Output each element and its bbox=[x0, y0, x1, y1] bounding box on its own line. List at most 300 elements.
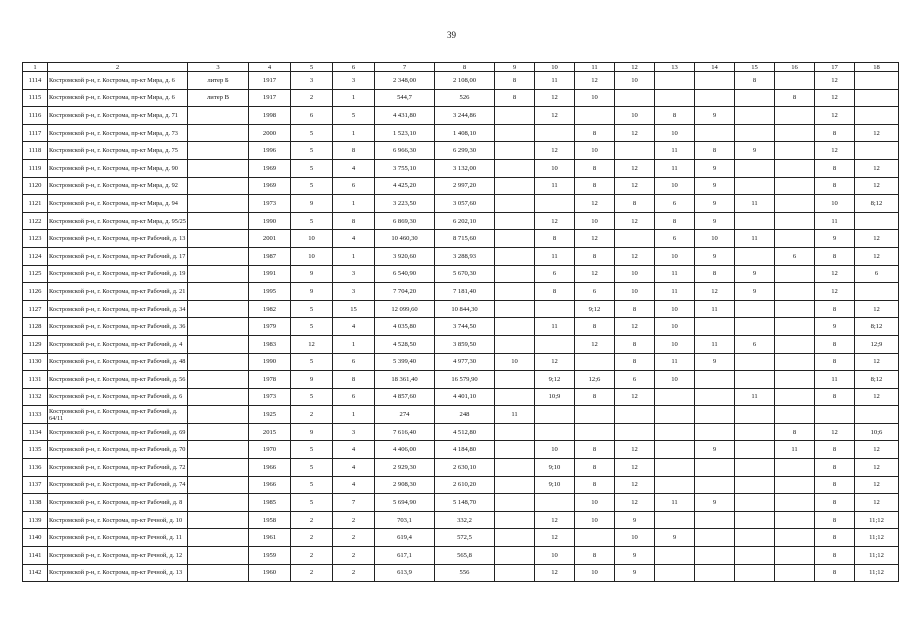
address-cell: Костромской р-н, г. Кострома, пр-кт Мира, д. 94 bbox=[48, 195, 188, 213]
table-cell: 8 bbox=[655, 107, 695, 125]
table-cell: 12 bbox=[815, 107, 855, 125]
table-cell: 12 bbox=[855, 300, 899, 318]
table-cell bbox=[495, 283, 535, 301]
table-cell: 12 bbox=[615, 124, 655, 142]
table-cell: 3 744,50 bbox=[435, 318, 495, 336]
table-cell bbox=[855, 72, 899, 90]
table-cell bbox=[495, 441, 535, 459]
table-cell: 248 bbox=[435, 406, 495, 424]
table-cell bbox=[695, 511, 735, 529]
table-cell: 2 348,00 bbox=[375, 72, 435, 90]
table-cell: 12 bbox=[535, 89, 575, 107]
table-row bbox=[23, 177, 899, 195]
table-cell: 1979 bbox=[249, 318, 291, 336]
table-cell: 4 528,50 bbox=[375, 335, 435, 353]
table-cell: 11;12 bbox=[855, 547, 899, 565]
address-cell: Костромской р-н, г. Кострома, пр-кт Рабочий, д. 69 bbox=[48, 423, 188, 441]
table-cell: 12 bbox=[615, 159, 655, 177]
table-cell bbox=[655, 423, 695, 441]
table-cell bbox=[775, 511, 815, 529]
table-cell: 8 bbox=[815, 247, 855, 265]
table-row bbox=[23, 564, 899, 582]
table-cell bbox=[535, 300, 575, 318]
table-cell: 3 223,50 bbox=[375, 195, 435, 213]
table-cell: 9;12 bbox=[535, 371, 575, 389]
table-cell bbox=[495, 142, 535, 160]
table-row bbox=[23, 247, 899, 265]
table-cell: 3 288,93 bbox=[435, 247, 495, 265]
table-cell: 11 bbox=[815, 212, 855, 230]
table-cell: 5 bbox=[291, 318, 333, 336]
row-number-cell: 1118 bbox=[23, 142, 48, 160]
table-cell bbox=[775, 142, 815, 160]
table-cell: 1990 bbox=[249, 353, 291, 371]
table-row bbox=[23, 72, 899, 90]
table-cell: 12 bbox=[575, 72, 615, 90]
table-cell: 4 184,80 bbox=[435, 441, 495, 459]
table-cell: 6 bbox=[655, 230, 695, 248]
table-cell: 18 361,40 bbox=[375, 371, 435, 389]
row-number-cell: 1140 bbox=[23, 529, 48, 547]
table-cell: 4 bbox=[333, 459, 375, 477]
header-row bbox=[23, 63, 899, 72]
column-number: 3 bbox=[188, 63, 249, 72]
table-cell: 9 bbox=[695, 247, 735, 265]
table-cell bbox=[695, 459, 735, 477]
table-cell: 1969 bbox=[249, 159, 291, 177]
table-cell: 5 bbox=[291, 300, 333, 318]
table-cell bbox=[775, 318, 815, 336]
column-number: 6 bbox=[333, 63, 375, 72]
table-cell: 8 bbox=[815, 529, 855, 547]
table-cell bbox=[735, 318, 775, 336]
table-cell: 8 bbox=[815, 335, 855, 353]
table-cell: 1 bbox=[333, 335, 375, 353]
table-cell: 4 bbox=[333, 159, 375, 177]
table-cell: 5 bbox=[291, 353, 333, 371]
table-cell bbox=[775, 547, 815, 565]
table-cell: 8 bbox=[815, 124, 855, 142]
table-cell bbox=[188, 529, 249, 547]
table-cell: 10 bbox=[575, 212, 615, 230]
table-cell bbox=[575, 353, 615, 371]
table-cell: 8 bbox=[575, 441, 615, 459]
table-cell: 1 523,10 bbox=[375, 124, 435, 142]
column-number: 16 bbox=[775, 63, 815, 72]
table-cell bbox=[815, 406, 855, 424]
table-cell bbox=[735, 547, 775, 565]
table-cell: 8 bbox=[575, 124, 615, 142]
table-cell bbox=[695, 529, 735, 547]
table-cell bbox=[775, 212, 815, 230]
address-cell: Костромской р-н, г. Кострома, пр-кт Мира, д. 95/25 bbox=[48, 212, 188, 230]
row-number-cell: 1125 bbox=[23, 265, 48, 283]
table-cell bbox=[775, 388, 815, 406]
table-cell: 4 977,30 bbox=[435, 353, 495, 371]
table-cell: 8 bbox=[333, 142, 375, 160]
table-cell bbox=[495, 335, 535, 353]
table-cell: 12 bbox=[575, 230, 615, 248]
table-cell: 1982 bbox=[249, 300, 291, 318]
table-cell: 10 bbox=[615, 265, 655, 283]
table-cell: 10 bbox=[655, 318, 695, 336]
table-cell: 4 431,80 bbox=[375, 107, 435, 125]
table-cell: 1969 bbox=[249, 177, 291, 195]
table-cell: 11 bbox=[655, 283, 695, 301]
table-cell bbox=[495, 177, 535, 195]
table-cell: 11 bbox=[535, 318, 575, 336]
table-cell: 8 bbox=[615, 335, 655, 353]
table-cell: 9 bbox=[695, 159, 735, 177]
table-row bbox=[23, 511, 899, 529]
row-number-cell: 1132 bbox=[23, 388, 48, 406]
table-cell: 1 bbox=[333, 406, 375, 424]
table-cell bbox=[495, 371, 535, 389]
table-cell bbox=[495, 388, 535, 406]
table-cell bbox=[775, 459, 815, 477]
table-cell bbox=[655, 547, 695, 565]
table-cell: 1966 bbox=[249, 476, 291, 494]
table-cell bbox=[775, 529, 815, 547]
table-cell: 1 bbox=[333, 247, 375, 265]
table-cell: 5 bbox=[291, 388, 333, 406]
table-cell: 8 bbox=[655, 212, 695, 230]
table-cell bbox=[188, 423, 249, 441]
table-cell: 11;12 bbox=[855, 511, 899, 529]
table-cell bbox=[695, 547, 735, 565]
table-cell: 1959 bbox=[249, 547, 291, 565]
table-cell bbox=[495, 318, 535, 336]
table-cell: 12 bbox=[291, 335, 333, 353]
table-cell: 3 bbox=[291, 72, 333, 90]
table-cell: 10 bbox=[535, 547, 575, 565]
table-cell: 9 bbox=[695, 353, 735, 371]
table-cell: 617,1 bbox=[375, 547, 435, 565]
table-row bbox=[23, 142, 899, 160]
table-cell: 10 bbox=[575, 564, 615, 582]
table-cell bbox=[775, 107, 815, 125]
table-cell: 1 bbox=[333, 195, 375, 213]
table-cell bbox=[575, 107, 615, 125]
table-cell bbox=[188, 124, 249, 142]
table-cell: 8 bbox=[575, 547, 615, 565]
row-number-cell: 1117 bbox=[23, 124, 48, 142]
table-cell bbox=[188, 159, 249, 177]
row-number-cell: 1121 bbox=[23, 195, 48, 213]
table-cell: 8 bbox=[615, 195, 655, 213]
column-number: 18 bbox=[855, 63, 899, 72]
table-cell: 4 425,20 bbox=[375, 177, 435, 195]
table-cell: 8;12 bbox=[855, 318, 899, 336]
row-number-cell: 1131 bbox=[23, 371, 48, 389]
table-cell: 9 bbox=[291, 283, 333, 301]
table-cell bbox=[188, 230, 249, 248]
table-cell: 1958 bbox=[249, 511, 291, 529]
table-cell: литер В bbox=[188, 89, 249, 107]
table-cell: 556 bbox=[435, 564, 495, 582]
table-cell: 2 908,30 bbox=[375, 476, 435, 494]
address-cell: Костромской р-н, г. Кострома, пр-кт Речной, д. 12 bbox=[48, 547, 188, 565]
table-cell: 8 bbox=[495, 89, 535, 107]
table-cell bbox=[655, 89, 695, 107]
table-cell: 5 670,30 bbox=[435, 265, 495, 283]
table-cell: 2 bbox=[291, 564, 333, 582]
table-cell: 2 bbox=[291, 406, 333, 424]
table-cell bbox=[188, 107, 249, 125]
table-cell: 2 bbox=[291, 89, 333, 107]
address-cell: Костромской р-н, г. Кострома, пр-кт Рабочий, д. 48 bbox=[48, 353, 188, 371]
table-cell: 10 bbox=[495, 353, 535, 371]
column-number: 2 bbox=[48, 63, 188, 72]
table-cell bbox=[495, 476, 535, 494]
table-cell: 12 bbox=[855, 247, 899, 265]
table-cell bbox=[188, 441, 249, 459]
table-cell: 3 bbox=[333, 283, 375, 301]
row-number-cell: 1136 bbox=[23, 459, 48, 477]
row-number-cell: 1141 bbox=[23, 547, 48, 565]
table-cell: 11 bbox=[655, 494, 695, 512]
table-cell bbox=[535, 406, 575, 424]
row-number-cell: 1115 bbox=[23, 89, 48, 107]
table-cell bbox=[775, 335, 815, 353]
table-cell bbox=[495, 265, 535, 283]
table-cell: 5 399,40 bbox=[375, 353, 435, 371]
table-cell bbox=[575, 529, 615, 547]
table-cell bbox=[655, 406, 695, 424]
table-cell: 8 715,60 bbox=[435, 230, 495, 248]
table-cell: 12 bbox=[855, 159, 899, 177]
table-row bbox=[23, 388, 899, 406]
table-cell: 1990 bbox=[249, 212, 291, 230]
table-cell bbox=[188, 371, 249, 389]
address-cell: Костромской р-н, г. Кострома, пр-кт Рабочий, д. 56 bbox=[48, 371, 188, 389]
table-cell: 6 bbox=[333, 353, 375, 371]
address-cell: Костромской р-н, г. Кострома, пр-кт Мира, д. 6 bbox=[48, 72, 188, 90]
table-cell bbox=[188, 195, 249, 213]
table-cell bbox=[775, 371, 815, 389]
table-cell: 6 bbox=[775, 247, 815, 265]
table-cell: 12 bbox=[615, 459, 655, 477]
address-cell: Костромской р-н, г. Кострома, пр-кт Мира, д. 75 bbox=[48, 142, 188, 160]
table-cell bbox=[735, 177, 775, 195]
table-row bbox=[23, 406, 899, 424]
table-cell bbox=[575, 406, 615, 424]
table-cell: 9 bbox=[815, 230, 855, 248]
table-cell bbox=[655, 511, 695, 529]
table-cell bbox=[655, 564, 695, 582]
table-cell: 6 540,90 bbox=[375, 265, 435, 283]
table-cell: 9 bbox=[291, 371, 333, 389]
table-cell: 10 bbox=[655, 300, 695, 318]
table-cell: 9;10 bbox=[535, 459, 575, 477]
table-cell: 11 bbox=[815, 371, 855, 389]
table-cell: 8;12 bbox=[855, 195, 899, 213]
table-cell: 3 bbox=[333, 423, 375, 441]
table-cell: 1973 bbox=[249, 388, 291, 406]
address-cell: Костромской р-н, г. Кострома, пр-кт Речной, д. 10 bbox=[48, 511, 188, 529]
table-row bbox=[23, 300, 899, 318]
table-cell: 572,5 bbox=[435, 529, 495, 547]
table-cell: 7 616,40 bbox=[375, 423, 435, 441]
table-cell: 9 bbox=[695, 177, 735, 195]
address-cell: Костромской р-н, г. Кострома, пр-кт Рабочий, д. 6 bbox=[48, 388, 188, 406]
table-cell: 5 bbox=[291, 142, 333, 160]
table-cell: 11;12 bbox=[855, 564, 899, 582]
table-cell: 11 bbox=[655, 353, 695, 371]
table-cell bbox=[735, 494, 775, 512]
table-cell: 12 bbox=[695, 283, 735, 301]
table-cell: 5 bbox=[291, 212, 333, 230]
table-cell: 619,4 bbox=[375, 529, 435, 547]
table-cell bbox=[695, 564, 735, 582]
address-cell: Костромской р-н, г. Кострома, пр-кт Рабочий, д. 74 bbox=[48, 476, 188, 494]
table-cell: 16 579,90 bbox=[435, 371, 495, 389]
table-cell bbox=[735, 406, 775, 424]
table-row bbox=[23, 371, 899, 389]
table-cell: 10 bbox=[535, 441, 575, 459]
column-number: 15 bbox=[735, 63, 775, 72]
table-row bbox=[23, 89, 899, 107]
table-cell: 12 bbox=[855, 476, 899, 494]
table-cell: 12 bbox=[615, 318, 655, 336]
table-cell: 8 bbox=[695, 142, 735, 160]
table-cell bbox=[735, 212, 775, 230]
table-cell: 274 bbox=[375, 406, 435, 424]
table-cell: 11 bbox=[495, 406, 535, 424]
table-cell: 9;10 bbox=[535, 476, 575, 494]
table-cell: 8 bbox=[775, 423, 815, 441]
table-cell: 2 929,30 bbox=[375, 459, 435, 477]
column-number: 5 bbox=[291, 63, 333, 72]
table-cell bbox=[495, 564, 535, 582]
table-cell: 4 512,80 bbox=[435, 423, 495, 441]
table-cell bbox=[735, 107, 775, 125]
table-cell bbox=[695, 423, 735, 441]
table-cell: 2 bbox=[333, 511, 375, 529]
table-cell: 8 bbox=[535, 230, 575, 248]
row-number-cell: 1138 bbox=[23, 494, 48, 512]
table-cell: 703,1 bbox=[375, 511, 435, 529]
table-cell: 9 bbox=[695, 441, 735, 459]
address-cell: Костромской р-н, г. Кострома, пр-кт Рабочий, д. 36 bbox=[48, 318, 188, 336]
table-cell: литер Б bbox=[188, 72, 249, 90]
table-row bbox=[23, 318, 899, 336]
row-number-cell: 1123 bbox=[23, 230, 48, 248]
table-row bbox=[23, 459, 899, 477]
table-cell: 10 bbox=[615, 283, 655, 301]
table-cell: 1917 bbox=[249, 89, 291, 107]
table-cell bbox=[775, 476, 815, 494]
row-number-cell: 1137 bbox=[23, 476, 48, 494]
table-cell: 10 460,30 bbox=[375, 230, 435, 248]
table-cell bbox=[495, 423, 535, 441]
table-cell: 332,2 bbox=[435, 511, 495, 529]
row-number-cell: 1124 bbox=[23, 247, 48, 265]
table-cell: 6 bbox=[615, 371, 655, 389]
table-cell: 9 bbox=[735, 283, 775, 301]
table-cell: 2 bbox=[333, 547, 375, 565]
table-cell: 1991 bbox=[249, 265, 291, 283]
table-cell: 1 408,10 bbox=[435, 124, 495, 142]
table-cell: 4 035,80 bbox=[375, 318, 435, 336]
table-cell bbox=[695, 89, 735, 107]
table-cell bbox=[188, 300, 249, 318]
table-cell bbox=[735, 371, 775, 389]
table-cell bbox=[535, 335, 575, 353]
table-cell bbox=[735, 476, 775, 494]
table-cell: 8 bbox=[815, 441, 855, 459]
table-cell bbox=[775, 159, 815, 177]
table-cell: 12 bbox=[855, 494, 899, 512]
table-cell: 1985 bbox=[249, 494, 291, 512]
table-cell bbox=[188, 247, 249, 265]
table-cell: 526 bbox=[435, 89, 495, 107]
address-cell: Костромской р-н, г. Кострома, пр-кт Рабочий, д. 70 bbox=[48, 441, 188, 459]
table-cell: 12 bbox=[535, 353, 575, 371]
table-cell bbox=[188, 494, 249, 512]
table-cell: 11 bbox=[775, 441, 815, 459]
table-cell: 11 bbox=[735, 230, 775, 248]
table-cell bbox=[535, 423, 575, 441]
table-cell: 8 bbox=[575, 476, 615, 494]
row-number-cell: 1128 bbox=[23, 318, 48, 336]
table-cell: 4 bbox=[333, 318, 375, 336]
table-cell: 9 bbox=[735, 142, 775, 160]
table-cell: 1973 bbox=[249, 195, 291, 213]
row-number-cell: 1129 bbox=[23, 335, 48, 353]
table-cell: 12 bbox=[535, 107, 575, 125]
table-cell: 12 bbox=[815, 89, 855, 107]
table-cell: 5 bbox=[291, 159, 333, 177]
row-number-cell: 1122 bbox=[23, 212, 48, 230]
table-cell: 4 bbox=[333, 476, 375, 494]
table-cell bbox=[775, 300, 815, 318]
table-cell: 10 bbox=[291, 230, 333, 248]
table-cell: 6 bbox=[655, 195, 695, 213]
row-number-cell: 1120 bbox=[23, 177, 48, 195]
table-cell: 7 bbox=[333, 494, 375, 512]
table-cell: 12 bbox=[615, 476, 655, 494]
table-cell: 10 bbox=[655, 177, 695, 195]
table-cell bbox=[535, 124, 575, 142]
table-cell bbox=[655, 72, 695, 90]
table-cell: 1966 bbox=[249, 459, 291, 477]
table-cell bbox=[735, 124, 775, 142]
address-cell: Костромской р-н, г. Кострома, пр-кт Рабочий, д. 13 bbox=[48, 230, 188, 248]
table-cell: 8 bbox=[575, 247, 615, 265]
table-cell bbox=[188, 283, 249, 301]
table-cell: 8 bbox=[815, 511, 855, 529]
table-cell bbox=[188, 212, 249, 230]
address-cell: Костромской р-н, г. Кострома, пр-кт Мира, д. 71 bbox=[48, 107, 188, 125]
table-cell bbox=[188, 388, 249, 406]
table-cell: 9 bbox=[615, 511, 655, 529]
row-number-cell: 1135 bbox=[23, 441, 48, 459]
table-cell bbox=[735, 300, 775, 318]
table-cell bbox=[188, 318, 249, 336]
row-number-cell: 1142 bbox=[23, 564, 48, 582]
table-cell: 10 bbox=[695, 230, 735, 248]
table-cell: 2 bbox=[333, 564, 375, 582]
table-cell bbox=[188, 265, 249, 283]
table-cell bbox=[495, 195, 535, 213]
address-cell: Костромской р-н, г. Кострома, пр-кт Рабочий, д. 34 bbox=[48, 300, 188, 318]
table-row bbox=[23, 494, 899, 512]
table-cell bbox=[188, 564, 249, 582]
address-cell: Костромской р-н, г. Кострома, пр-кт Речной, д. 13 bbox=[48, 564, 188, 582]
table-cell: 8 bbox=[735, 72, 775, 90]
table-cell: 4 bbox=[333, 441, 375, 459]
